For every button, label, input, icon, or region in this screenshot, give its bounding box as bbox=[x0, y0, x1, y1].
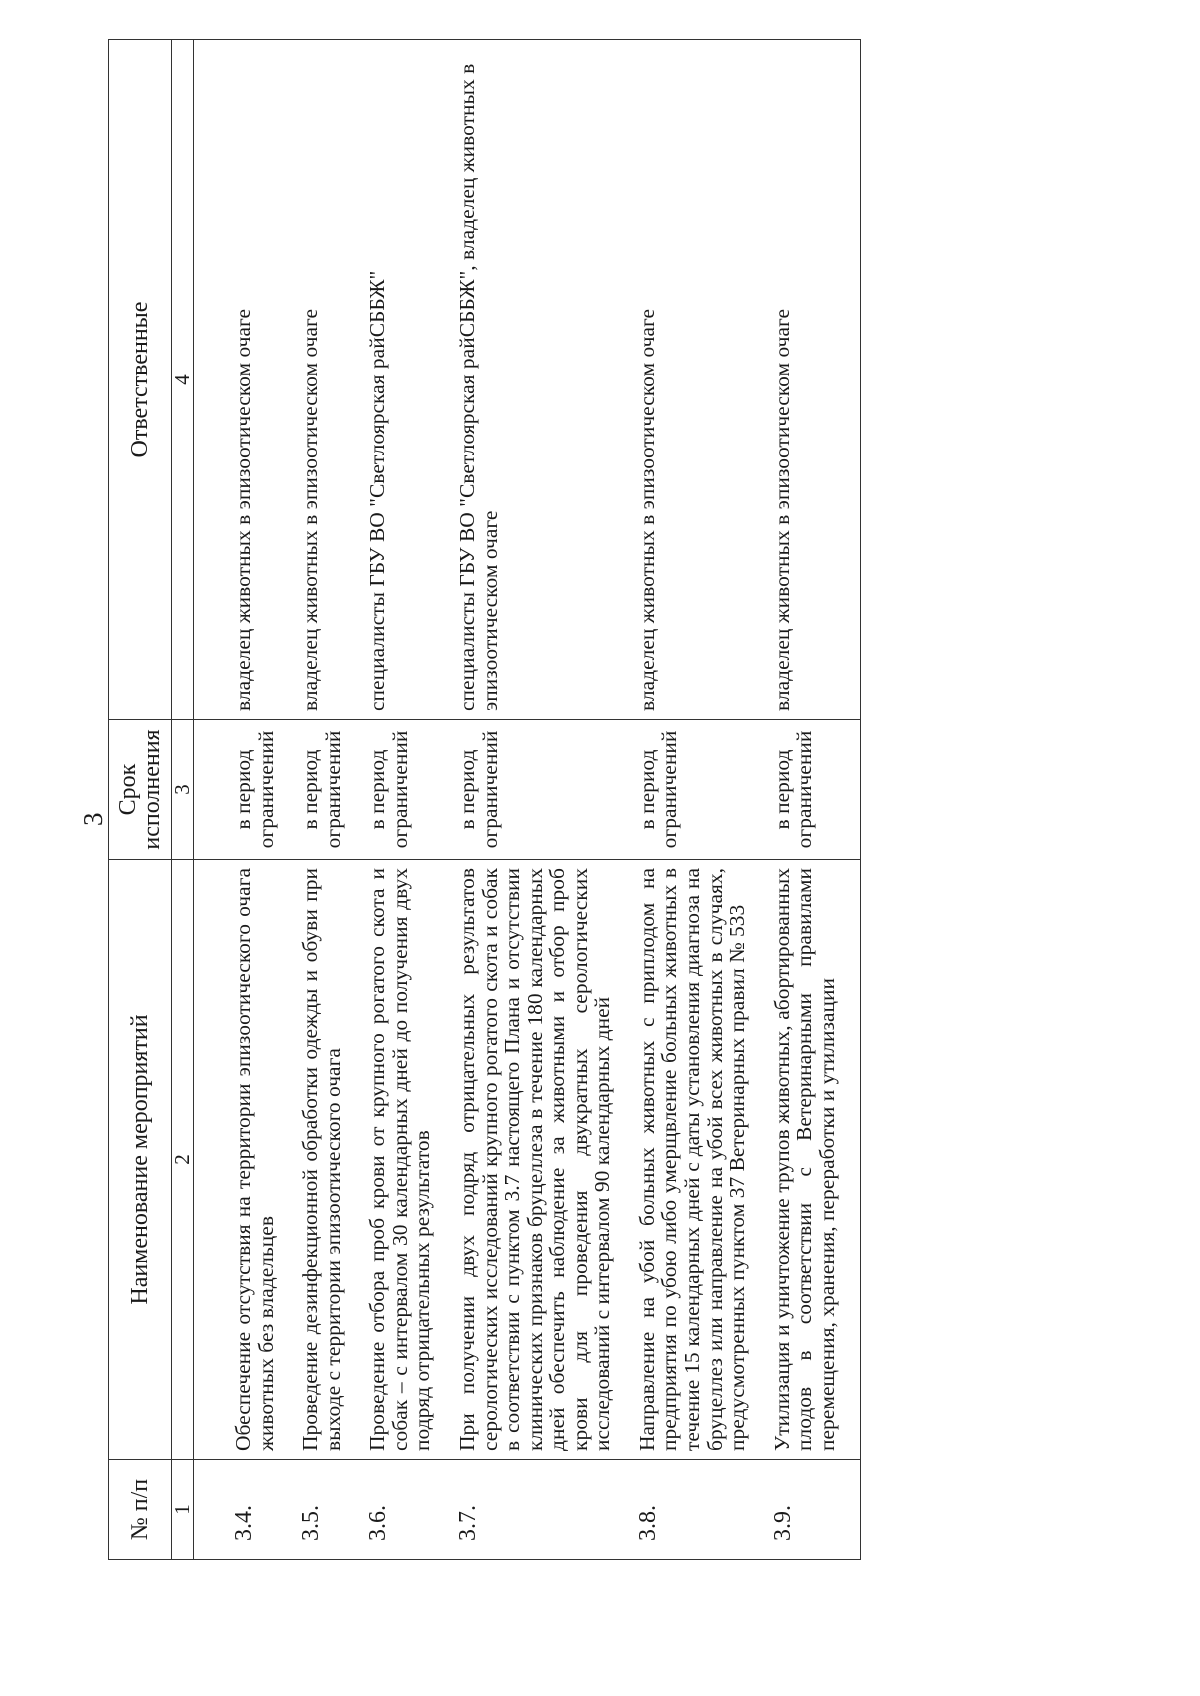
table-row bbox=[636, 40, 771, 1560]
row-term: в период ограничений bbox=[456, 720, 636, 860]
measures-table bbox=[108, 39, 861, 1560]
header-num: № п/п bbox=[109, 1460, 172, 1560]
column-number: 4 bbox=[172, 40, 194, 720]
rotated-table-container bbox=[108, 40, 918, 1560]
table-row bbox=[456, 40, 636, 1560]
row-num: 3.5. bbox=[299, 1460, 366, 1560]
row-responsible: владелец животных в эпизоотическом очаге bbox=[771, 40, 861, 720]
table-body bbox=[194, 40, 861, 1560]
column-number-row bbox=[172, 40, 194, 1560]
column-number: 1 bbox=[172, 1460, 194, 1560]
row-term: в период ограничений bbox=[299, 720, 366, 860]
row-num: 3.4. bbox=[232, 1460, 299, 1560]
row-name: Обеспечение отсутствия на территории эпизоотического очага животных без владельцев bbox=[232, 860, 299, 1460]
row-term: в период ограничений bbox=[636, 720, 771, 860]
row-num: 3.9. bbox=[771, 1460, 861, 1560]
column-number: 2 bbox=[172, 860, 194, 1460]
table-row bbox=[771, 40, 861, 1560]
row-term: в период ограничений bbox=[366, 720, 456, 860]
row-responsible: владелец животных в эпизоотическом очаге bbox=[299, 40, 366, 720]
row-name: Проведение отбора проб крови от крупного рогатого скота и собак – с интервалом 30 календарных дней до получения двух подряд отрицательных результатов bbox=[366, 860, 456, 1460]
row-num: 3.6. bbox=[366, 1460, 456, 1560]
row-term: в период ограничений bbox=[232, 720, 299, 860]
row-responsible: специалисты ГБУ ВО "Светлоярская райСББЖ" bbox=[366, 40, 456, 720]
table-row bbox=[366, 40, 456, 1560]
header-name: Наименование мероприятий bbox=[109, 860, 172, 1460]
row-term: в период ограничений bbox=[771, 720, 861, 860]
row-num: 3.7. bbox=[456, 1460, 636, 1560]
table-header bbox=[109, 40, 194, 1560]
header-term: Срок исполнения bbox=[109, 720, 172, 860]
row-responsible: специалисты ГБУ ВО "Светлоярская райСББЖ", владелец животных в эпизоотическом очаге bbox=[456, 40, 636, 720]
row-name: Утилизация и уничтожение трупов животных, абортированных плодов в соответствии с Ветеринарными правилами перемещения, хранения, переработки и утилизации bbox=[771, 860, 861, 1460]
row-num: 3.8. bbox=[636, 1460, 771, 1560]
row-name: При получении двух подряд отрицательных результатов серологических исследований крупного рогатого скота и собак в соответствии с пунктом 3.7 настоящего Плана и отсутствии клинических признаков бруцеллеза в течение 180 календарных дней обеспечить наблюдение за животными и отбор проб крови для проведения двукратных серологических исследований с интервалом 90 календарных дней bbox=[456, 860, 636, 1460]
table-row bbox=[299, 40, 366, 1560]
row-name: Направление на убой больных животных с приплодом на предприятия по убою либо умерщвление больных животных в течение 15 календарных дней с даты установления диагноза на бруцеллез или направление на убой всех животных в случаях, предусмотренных пунктом 37 Ветеринарных правил № 533 bbox=[636, 860, 771, 1460]
row-responsible: владелец животных в эпизоотическом очаге bbox=[636, 40, 771, 720]
header-resp: Ответственные bbox=[109, 40, 172, 720]
row-name: Проведение дезинфекционной обработки одежды и обуви при выходе с территории эпизоотического очага bbox=[299, 860, 366, 1460]
table-row bbox=[232, 40, 299, 1560]
column-number: 3 bbox=[172, 720, 194, 860]
row-responsible: владелец животных в эпизоотическом очаге bbox=[232, 40, 299, 720]
page-number: 3 bbox=[78, 812, 108, 826]
